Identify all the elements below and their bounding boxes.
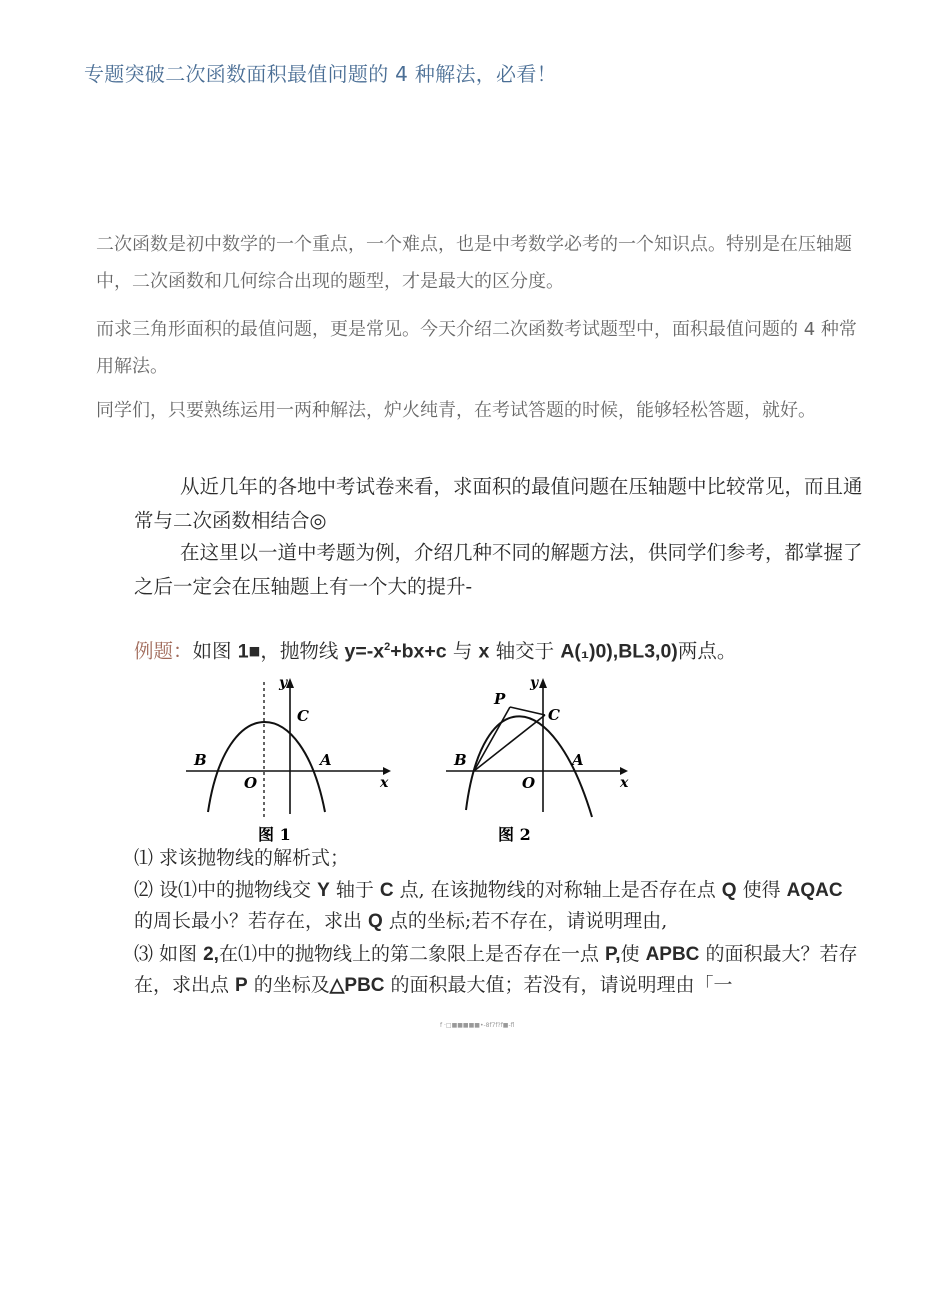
label-o: O bbox=[244, 774, 258, 792]
label-a: A bbox=[320, 751, 332, 769]
label-b: B bbox=[454, 751, 467, 769]
example-text: ，抛物线 bbox=[260, 639, 345, 663]
x-axis-arrow bbox=[620, 767, 628, 775]
example-axis: x bbox=[478, 640, 490, 663]
intro-paragraph-3: 同学们，只要熟练运用一两种解法，炉火纯青，在考试答题的时候，能够轻松答题，就好。 bbox=[96, 400, 816, 421]
question-1: ⑴ 求该抛物线的解析式； bbox=[134, 847, 350, 869]
example-text: 轴交于 bbox=[489, 639, 561, 663]
question-list bbox=[134, 843, 864, 1003]
example-formula: +bx+c bbox=[390, 640, 447, 663]
intro-paragraph-1: 二次函数是初中数学的一个重点，一个难点，也是中考数学必考的一个知识点。特别是在压轴题中，二次函数和几何综合出现的题型，才是最大的区分度。 bbox=[96, 234, 852, 292]
question-2: ⑵ 设⑴中的抛物线交 Y 轴于 C 点, 在该抛物线的对称轴上是否存在点 Q 使得 AQAC 的周长最小？若存在，求出 Q 点的坐标;若不存在，请说明理由, bbox=[134, 879, 843, 932]
figure-2 bbox=[440, 672, 640, 844]
label-p: P bbox=[494, 690, 506, 708]
example-text: 如图 bbox=[192, 639, 238, 663]
figure-1-caption: 图 1 bbox=[258, 825, 291, 844]
parabola bbox=[208, 722, 325, 812]
label-y: y bbox=[279, 675, 288, 691]
y-axis-arrow bbox=[286, 678, 294, 688]
article-title: 专题突破二次函数面积最值问题的 4 种解法，必看！ bbox=[84, 62, 557, 86]
segment-pc bbox=[510, 707, 545, 715]
question-3: ⑶ 如图 2,在⑴中的抛物线上的第二象限上是否存在一点 P,使 APBC 的面积最大？若存在，求出点 P 的坐标及△PBC 的面积最大值；若没有，请说明理由「一 bbox=[134, 943, 858, 996]
label-x: x bbox=[620, 775, 629, 791]
y-axis-arrow bbox=[539, 678, 547, 688]
example-fig-ref: 1■ bbox=[237, 640, 261, 663]
example-text: 与 bbox=[446, 639, 479, 663]
label-x: x bbox=[380, 775, 389, 791]
label-a: A bbox=[572, 751, 584, 769]
example-exponent: 2 bbox=[384, 641, 391, 653]
example-statement bbox=[134, 630, 864, 669]
figure-1 bbox=[180, 672, 400, 844]
label-b: B bbox=[194, 751, 207, 769]
body-paragraph-2: 在这里以一道中考题为例，介绍几种不同的解题方法，供同学们参考，都掌握了之后一定会在压轴题上有一个大的提升- bbox=[134, 541, 863, 598]
footnote: f ·□■■■■■•-8f7f?f■-fl bbox=[440, 1022, 515, 1029]
body-paragraph-1: 从近几年的各地中考试卷来看，求面积的最值问题在压轴题中比较常见，而且通常与二次函数相结合◎ bbox=[134, 475, 863, 532]
example-formula: y=-x bbox=[344, 640, 385, 663]
figure-2-caption: 图 2 bbox=[498, 825, 531, 844]
example-points: A(₁)0),BL3,0) bbox=[560, 640, 678, 663]
label-c: C bbox=[548, 706, 560, 724]
x-axis-arrow bbox=[383, 767, 391, 775]
label-y: y bbox=[530, 675, 539, 691]
example-label: 例题： bbox=[134, 639, 193, 663]
example-text: 两点。 bbox=[677, 639, 737, 663]
segment-bp bbox=[474, 707, 510, 771]
label-o: O bbox=[522, 774, 536, 792]
label-c: C bbox=[297, 707, 309, 725]
intro-paragraph-2: 而求三角形面积的最值问题，更是常见。今天介绍二次函数考试题型中，面积最值问题的 4 种常用解法。 bbox=[96, 319, 857, 377]
